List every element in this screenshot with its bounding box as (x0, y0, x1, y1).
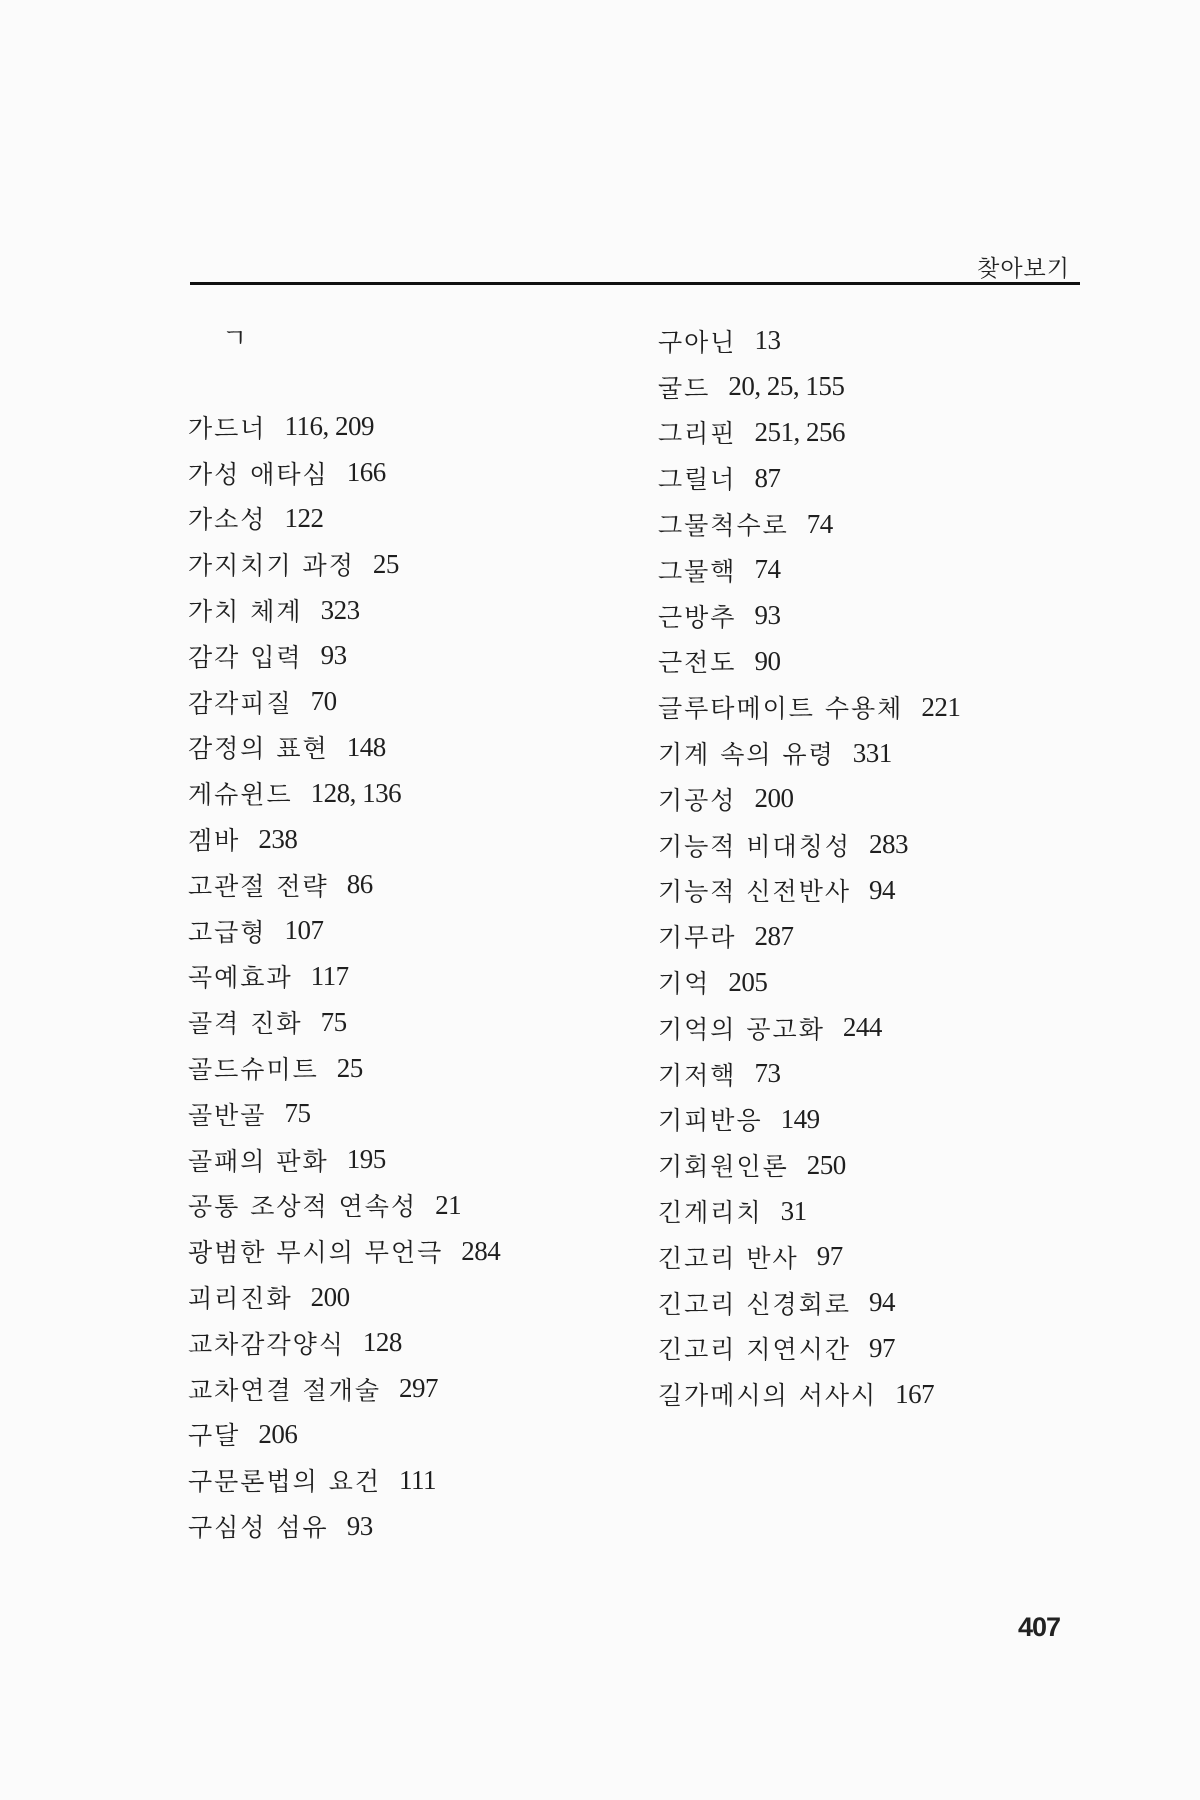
index-entry (188, 770, 628, 816)
index-page-refs: 94 (869, 1287, 895, 1318)
index-term: 교차감각양식 (188, 1329, 345, 1359)
index-page-refs: 86 (346, 869, 373, 900)
index-term: 기회원인론 (658, 1152, 789, 1182)
index-page-refs: 13 (754, 325, 781, 356)
index-term: 긴고리 지연시간 (658, 1335, 851, 1365)
index-entry (188, 954, 628, 1000)
index-entry (188, 1412, 628, 1458)
index-term: 기공성 (658, 785, 737, 815)
section-letter: ㄱ (222, 324, 248, 354)
index-page-refs: 149 (780, 1103, 820, 1134)
index-entry (658, 730, 1078, 776)
index-page-refs: 93 (346, 1510, 373, 1541)
page-number: 407 (1017, 1612, 1060, 1642)
index-term: 그물핵 (658, 556, 737, 586)
index-entry (188, 633, 628, 679)
index-term: 골격 진화 (188, 1009, 303, 1039)
index-term: 감각 입력 (188, 642, 303, 672)
index-entry (188, 1320, 628, 1366)
index-entry (658, 684, 1078, 730)
index-entry (658, 1097, 1078, 1143)
running-header-title: 찾아보기 (977, 256, 1070, 282)
index-entry (188, 587, 628, 633)
index-page-refs: 287 (754, 920, 794, 951)
index-page-refs: 70 (310, 686, 337, 717)
index-entry (188, 999, 628, 1045)
index-entry (658, 1005, 1078, 1051)
index-page-refs: 244 (842, 1012, 882, 1043)
index-term: 길가메시의 서사시 (658, 1381, 878, 1411)
index-term: 골드슈미트 (188, 1055, 319, 1085)
index-page-refs: 283 (869, 829, 908, 860)
index-entry (658, 364, 1078, 410)
index-entry (188, 450, 628, 496)
index-page-refs: 93 (754, 600, 781, 631)
index-page-refs: 111 (399, 1464, 436, 1495)
index-entry (188, 1503, 628, 1549)
index-entry (658, 1326, 1078, 1372)
index-page-refs: 251, 256 (754, 416, 845, 447)
index-term: 구달 (188, 1421, 241, 1451)
index-entry (188, 1137, 628, 1183)
index-entry (188, 1366, 628, 1412)
index-term: 고급형 (188, 917, 267, 947)
index-entry (658, 593, 1078, 639)
index-page-refs: 74 (806, 508, 833, 539)
index-page-refs: 148 (346, 731, 386, 762)
index-page-refs: 128 (362, 1327, 402, 1358)
index-page-refs: 21 (435, 1189, 462, 1220)
index-page-refs: 20, 25, 155 (728, 371, 845, 402)
index-term: 고관절 전략 (188, 871, 329, 901)
index-term: 공통 조상적 연속성 (188, 1192, 418, 1222)
index-term: 기능적 신전반사 (658, 877, 851, 907)
index-page-refs: 31 (780, 1195, 807, 1226)
index-entry (658, 410, 1078, 456)
index-page-refs: 195 (346, 1144, 386, 1175)
index-term: 가드너 (188, 413, 267, 443)
index-page-refs: 107 (284, 915, 324, 946)
index-page-refs: 250 (806, 1149, 846, 1180)
index-entry (188, 1091, 628, 1137)
index-entry (658, 318, 1078, 364)
index-entry (188, 1274, 628, 1320)
index-entry (188, 1045, 628, 1091)
index-page-refs: 167 (895, 1378, 935, 1409)
index-entry (188, 725, 628, 771)
index-entry (658, 547, 1078, 593)
index-term: 구문론법의 요건 (188, 1467, 381, 1497)
index-page-refs: 73 (754, 1058, 781, 1089)
index-entry (658, 639, 1078, 685)
index-page-refs: 206 (258, 1418, 298, 1449)
index-entry (188, 541, 628, 587)
index-entry (658, 1142, 1078, 1188)
index-term: 골패의 판화 (188, 1146, 329, 1176)
index-entry (188, 679, 628, 725)
index-page-refs: 205 (728, 966, 768, 997)
index-entry (188, 496, 628, 542)
index-term: 글루타메이트 수용체 (658, 694, 904, 724)
index-page-refs: 331 (852, 737, 892, 768)
index-entry (658, 913, 1078, 959)
index-entry (658, 1051, 1078, 1097)
index-term: 그물척수로 (658, 511, 789, 541)
index-term: 괴리진화 (188, 1284, 293, 1314)
index-page-refs: 117 (310, 960, 349, 991)
index-term: 긴고리 반사 (658, 1243, 799, 1273)
index-entry (658, 1188, 1078, 1234)
index-column-right (658, 318, 1078, 1417)
index-page-refs: 97 (816, 1241, 843, 1272)
index-entry (658, 822, 1078, 868)
index-term: 기능적 비대칭성 (658, 831, 851, 861)
index-page-refs: 94 (869, 874, 895, 905)
index-term: 기저핵 (658, 1060, 737, 1090)
index-page-refs: 75 (284, 1098, 311, 1129)
index-term: 가성 애타심 (188, 459, 329, 489)
index-term: 겜바 (188, 826, 241, 856)
index-entry (658, 868, 1078, 914)
index-term: 근전도 (658, 648, 737, 678)
index-page-refs: 25 (372, 548, 399, 579)
index-term: 곡예효과 (188, 963, 293, 993)
index-entry (188, 1183, 628, 1229)
index-term: 광범한 무시의 무언극 (188, 1238, 444, 1268)
index-page-refs: 93 (320, 640, 347, 671)
index-term: 교차연결 절개술 (188, 1375, 381, 1405)
index-term: 골반골 (188, 1100, 267, 1130)
index-term: 기피반응 (658, 1106, 763, 1136)
index-term: 구심성 섬유 (188, 1513, 329, 1543)
index-page-refs: 221 (921, 691, 961, 722)
index-page-refs: 238 (258, 823, 298, 854)
index-entry (188, 908, 628, 954)
index-term: 감정의 표현 (188, 734, 329, 764)
index-page-refs: 75 (320, 1006, 347, 1037)
index-page-refs: 128, 136 (310, 777, 402, 808)
index-page-refs: 323 (320, 594, 360, 625)
index-page-refs: 122 (284, 502, 324, 533)
header-rule (190, 282, 1080, 285)
index-term: 긴게리치 (658, 1198, 763, 1228)
index-entry (188, 404, 628, 450)
index-term: 게슈윈드 (188, 780, 293, 810)
index-page-refs: 200 (754, 783, 794, 814)
index-entry (658, 455, 1078, 501)
index-term: 기억 (658, 969, 711, 999)
index-term: 굴드 (658, 373, 711, 403)
index-page-refs: 200 (310, 1281, 350, 1312)
index-term: 구아닌 (658, 327, 737, 357)
index-term: 가지치기 과정 (188, 551, 355, 581)
index-term: 감각피질 (188, 688, 293, 718)
index-entry (188, 1457, 628, 1503)
index-column-left (188, 404, 628, 1549)
index-page-refs: 297 (399, 1373, 438, 1404)
index-term: 가소성 (188, 505, 267, 535)
index-entry (658, 959, 1078, 1005)
index-page-refs: 74 (754, 554, 781, 585)
index-entry (188, 816, 628, 862)
index-page-refs: 97 (869, 1332, 895, 1363)
index-term: 그릴너 (658, 465, 737, 495)
index-term: 기무라 (658, 923, 737, 953)
index-entry (188, 1228, 628, 1274)
index-page-refs: 166 (346, 457, 386, 488)
index-page-refs: 25 (336, 1052, 363, 1083)
index-term: 그리핀 (658, 419, 737, 449)
index-term: 근방추 (658, 602, 737, 632)
index-page-refs: 87 (754, 462, 781, 493)
index-page-refs: 284 (461, 1235, 501, 1266)
index-term: 기억의 공고화 (658, 1014, 825, 1044)
index-term: 가치 체계 (188, 597, 303, 627)
index-entry (658, 501, 1078, 547)
index-page-refs: 90 (754, 645, 781, 676)
index-entry (658, 1280, 1078, 1326)
index-term: 기계 속의 유령 (658, 740, 835, 770)
index-entry (188, 862, 628, 908)
index-entry (658, 1371, 1078, 1417)
index-entry (658, 776, 1078, 822)
index-page-refs: 116, 209 (284, 411, 374, 442)
index-entry (658, 1234, 1078, 1280)
index-term: 긴고리 신경회로 (658, 1289, 851, 1319)
